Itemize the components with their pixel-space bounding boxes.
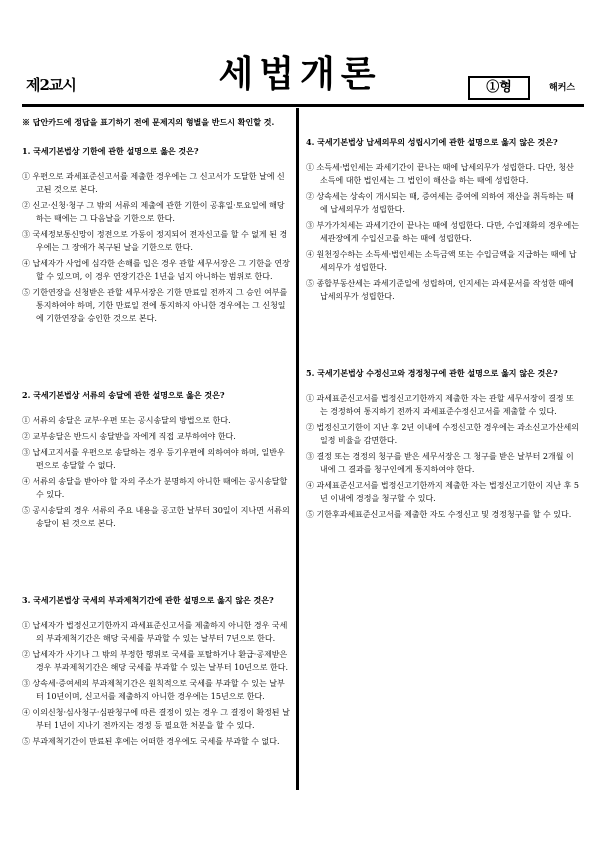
answer-option: ④ 서류의 송달을 받아야 할 자의 주소가 분명하지 아니한 때에는 공시송달할 수 있다. [22,477,288,499]
left-column [22,116,290,751]
answer-option: ③ 결정 또는 경정의 청구를 받은 세무서장은 그 청구를 받은 날부터 2개월 이내에 그 결과를 청구인에게 통지하여야 한다. [306,452,574,474]
publisher-mark: 해커스 [549,83,576,93]
answer-option: ④ 원천징수하는 소득세·법인세는 소득금액 또는 수입금액을 지급하는 때에 납세의무가 성립한다. [306,250,577,272]
answer-option: ⑤ 공시송달의 경우 서류의 주요 내용을 공고한 날부터 30일이 지나면 서류의 송달이 된 것으로 본다. [22,506,290,528]
header-rule [22,104,584,107]
answer-option: ② 신고·신청·청구 그 밖의 서류의 제출에 관한 기한이 공휴일·토요일에 해당하는 때에는 그 다음날을 기한으로 한다. [22,201,285,223]
answer-option: ② 법정신고기한이 지난 후 2년 이내에 수정신고한 경우에는 과소신고가산세의 일정 비율을 감면한다. [306,423,579,445]
question-5 [306,367,580,521]
question-3 [22,594,290,748]
answer-option: ③ 납세고지서를 우편으로 송달하는 경우 등기우편에 의하여야 하며, 일반우편으로 송달할 수 없다. [22,448,285,470]
answer-option: ③ 국세정보통신망이 정전으로 가동이 정지되어 전자신고를 할 수 없게 된 경우에는 그 장애가 복구된 날을 기한으로 한다. [22,230,288,252]
exam-period: 제2교시 [26,76,76,94]
answer-option: ⑤ 기한연장을 신청받은 관할 세무서장은 기한 만료일 전까지 그 승인 여부를 통지하여야 하며, 기한 만료일 전에 통지하지 아니한 경우에는 그 신청일에 기한연장을 승인한 것으로 본다. [22,288,288,323]
answer-option: ③ 부가가치세는 과세기간이 끝나는 때에 성립한다. 다만, 수입재화의 경우에는 세관장에게 수입신고를 하는 때에 성립한다. [306,221,579,243]
exam-type-box: ①형 [468,76,530,100]
answer-option: ② 교부송달은 반드시 송달받을 자에게 직접 교부하여야 한다. [22,432,236,441]
subject-title: 세법개론 [218,53,382,95]
answer-option: ① 서류의 송달은 교부·우편 또는 공시송달의 방법으로 한다. [22,416,231,425]
answer-option: ① 우편으로 과세표준신고서를 제출한 경우에는 그 신고서가 도달한 날에 신고된 것으로 본다. [22,172,285,194]
answer-option: ⑤ 부과제척기간이 만료된 후에는 어떠한 경우에도 국세를 부과할 수 없다. [22,737,280,746]
question-1 [22,145,290,325]
answer-option: ① 납세자가 법정신고기한까지 과세표준신고서를 제출하지 아니한 경우 국세의 부과제척기간은 해당 국세를 부과할 수 있는 날부터 7년으로 한다. [22,621,288,643]
answer-option: ④ 과세표준신고서를 법정신고기한까지 제출한 자는 법정신고기한이 지난 후 5년 이내에 경정을 청구할 수 있다. [306,481,579,503]
answer-option: ① 과세표준신고서를 법정신고기한까지 제출한 자는 관할 세무서장이 결정 또는 경정하여 통지하기 전까지 과세표준수정신고서를 제출할 수 있다. [306,394,574,416]
column-divider [296,108,299,790]
answer-option: ④ 이의신청·심사청구·심판청구에 따른 결정이 있는 경우 그 결정이 확정된 날부터 1년이 지나기 전까지는 경정 등 필요한 처분을 할 수 있다. [22,708,290,730]
answer-option: ④ 납세자가 사업에 심각한 손해를 입은 경우 관할 세무서장은 그 기한을 연장할 수 있으며, 이 경우 연장기간은 1년을 넘지 아니하는 범위로 한다. [22,259,290,281]
right-column [306,136,580,524]
answer-option: ⑤ 종합부동산세는 과세기준일에 성립하며, 인지세는 과세문서를 작성한 때에 납세의무가 성립한다. [306,279,574,301]
question-4 [306,136,580,303]
question-title: 2. 국세기본법상 서류의 송달에 관한 설명으로 옳은 것은? [22,390,225,400]
answer-option: ⑤ 기한후과세표준신고서를 제출한 자도 수정신고 및 경정청구를 할 수 있다. [306,510,572,519]
question-title: 5. 국세기본법상 수정신고와 경정청구에 관한 설명으로 옳지 않은 것은? [306,368,558,378]
question-title: 3. 국세기본법상 국세의 부과제척기간에 관한 설명으로 옳지 않은 것은? [22,595,274,605]
answer-option: ② 상속세는 상속이 개시되는 때, 증여세는 증여에 의하여 재산을 취득하는 때에 납세의무가 성립한다. [306,192,574,214]
exam-header [0,0,595,110]
answer-option: ② 납세자가 사기나 그 밖의 부정한 행위로 국세를 포탈하거나 환급·공제받은 경우 부과제척기간은 해당 국세를 부과할 수 있는 날부터 10년으로 한다. [22,650,288,672]
question-title: 4. 국세기본법상 납세의무의 성립시기에 관한 설명으로 옳지 않은 것은? [306,137,558,147]
question-title: 1. 국세기본법상 기한에 관한 설명으로 옳은 것은? [22,146,199,156]
question-2 [22,389,290,530]
exam-instructions: ※ 답안카드에 정답을 표기하기 전에 문제지의 형별을 반드시 확인할 것. [22,117,275,127]
answer-option: ① 소득세·법인세는 과세기간이 끝나는 때에 납세의무가 성립한다. 다만, 청산소득에 대한 법인세는 그 법인이 해산을 하는 때에 성립한다. [306,163,574,185]
answer-option: ③ 상속세·증여세의 부과제척기간은 원칙적으로 국세를 부과할 수 있는 날부터 10년이며, 신고서를 제출하지 아니한 경우에는 15년으로 한다. [22,679,285,701]
